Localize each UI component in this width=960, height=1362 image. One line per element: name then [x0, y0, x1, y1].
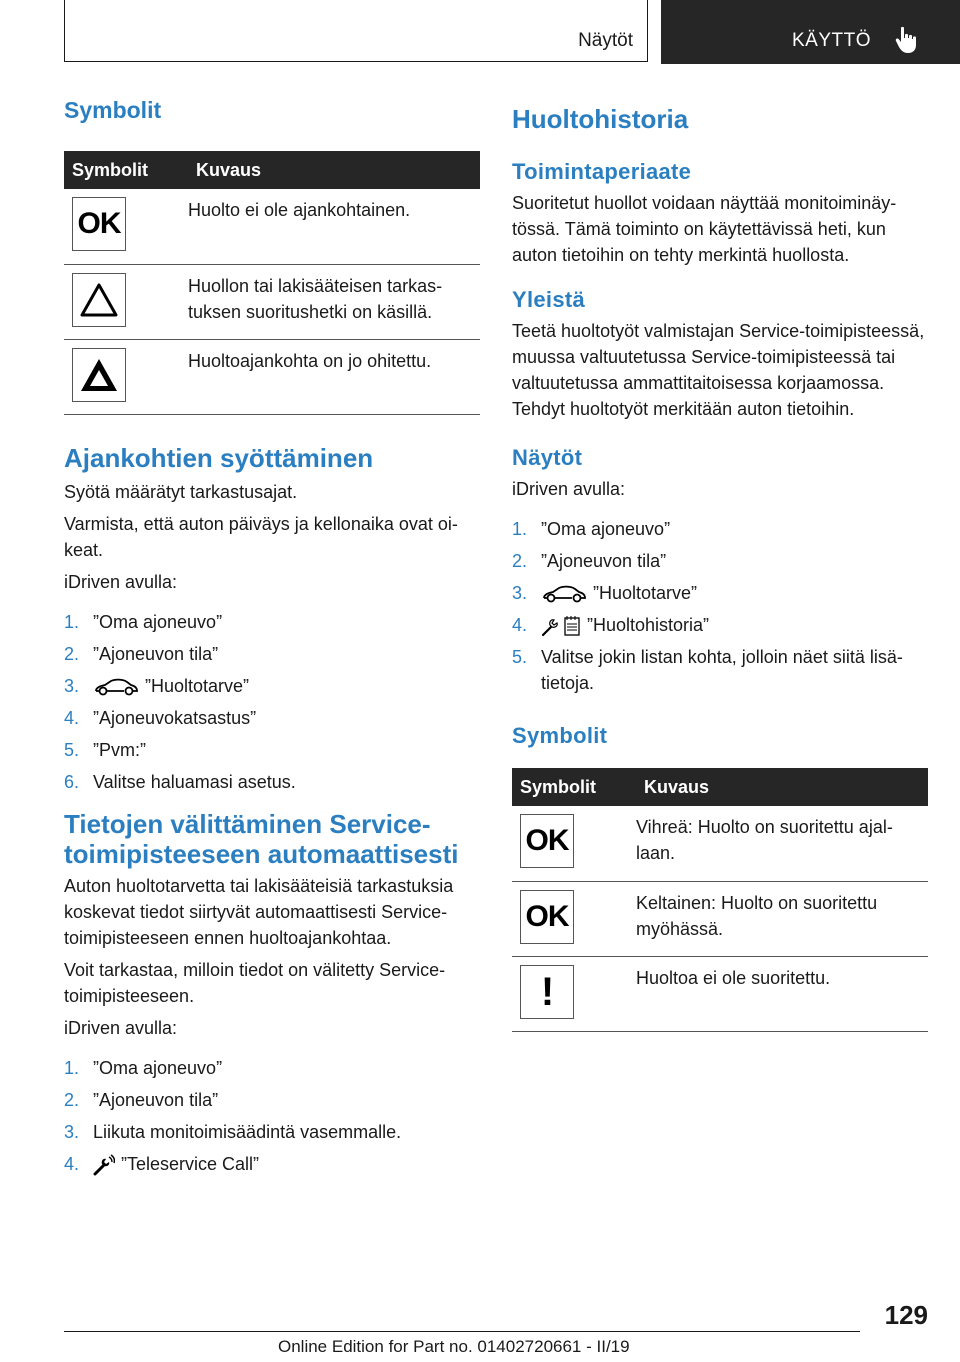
list-item: 1. ”Oma ajoneuvo” — [512, 519, 671, 539]
list-item: 2. ”Ajoneuvon tila” — [64, 643, 219, 664]
displays-heading: Näytöt — [512, 445, 583, 470]
list-item: 4. ”Huoltohistoria” — [512, 612, 928, 638]
header-section-tab — [64, 0, 648, 62]
service-history-icon — [541, 615, 581, 637]
warning-triangle-outline-icon — [72, 273, 126, 327]
list-item: 3. Liikuta monitoimisäädintä vasemmalle. — [64, 1121, 402, 1142]
list-item: 1. ”Oma ajoneuvo” — [64, 1057, 223, 1078]
dates-paragraph-2: Varmista, että auton päiväys ja kellonaika ovat oikeat. — [64, 513, 458, 560]
list-item: 5. ”Pvm:” — [64, 739, 146, 760]
list-item: 3. ”Huoltotarve” — [64, 675, 250, 696]
list-item: 6. Valitse haluamasi asetus. — [64, 771, 296, 792]
dates-paragraph-3: iDriven avulla: — [64, 571, 178, 592]
online-edition-note: Online Edition for Part no. 01402720661 - II/19 — [278, 1337, 630, 1356]
table-header-symbol: Symbolit — [512, 768, 636, 806]
ok-green-icon: OK — [520, 814, 574, 868]
transfer-paragraph-2: Voit tarkastaa, milloin tiedot on välitetty Service-toimipisteeseen. — [64, 959, 446, 1006]
left-column — [64, 96, 480, 1183]
history-heading: Huoltohistoria — [512, 104, 689, 134]
dates-steps-list — [64, 609, 480, 795]
exclamation-icon: ! — [520, 965, 574, 1019]
ok-icon: OK — [72, 197, 126, 251]
symbol-description: Huollon tai lakisääteisen tarkastuksen suoritushetki on käsillä. — [188, 264, 480, 339]
transfer-heading: Tietojen välittäminen Service-toimipisteeseen automaattisesti — [64, 808, 459, 869]
table-header-description: Kuvaus — [636, 768, 928, 806]
list-item: 3. ”Huoltotarve” — [512, 583, 698, 603]
list-item: 4. ”Ajoneuvokatsastus” — [64, 707, 257, 728]
general-heading: Yleistä — [512, 287, 586, 312]
table-row — [64, 189, 480, 264]
table-header-symbol: Symbolit — [64, 151, 188, 189]
header-chapter-label: KÄYTTÖ — [792, 30, 872, 51]
warning-triangle-filled-icon — [72, 348, 126, 402]
symbol-description: Vihreä: Huolto on suoritettu ajallaan. — [636, 806, 928, 881]
table-row — [64, 264, 480, 339]
principle-paragraph: Suoritetut huollot voidaan näyttää monitoiminäytössä. Tämä toiminto on käytettävissä heti, kun auton tietoihin on tehty merkintä huollosta. — [512, 193, 897, 265]
symbol-description: Huoltoajankohta on jo ohitettu. — [188, 339, 480, 414]
page-number: 129 — [884, 1300, 928, 1330]
symbols-heading: Symbolit — [64, 97, 162, 123]
table-row — [512, 956, 928, 1031]
header-section-label: Näytöt — [578, 30, 633, 51]
transfer-steps-list — [64, 1055, 480, 1177]
dates-paragraph-1: Syötä määrätyt tarkastusajat. — [64, 481, 298, 502]
list-item: 4. ”Teleservice Call” — [64, 1151, 480, 1177]
right-column — [512, 96, 928, 1032]
transfer-paragraph-3: iDriven avulla: — [64, 1017, 178, 1038]
symbol-description: Keltainen: Huolto on suoritettu myöhässä. — [636, 881, 928, 956]
list-item: 2. ”Ajoneuvon tila” — [512, 551, 667, 571]
list-item: 5. Valitse jokin listan kohta, jolloin näet siitä lisätietoja. — [512, 647, 903, 693]
table-row — [512, 881, 928, 956]
footer-divider — [64, 1331, 860, 1332]
symbol-description: Huolto ei ole ajankohtainen. — [188, 189, 480, 264]
ok-yellow-icon: OK — [520, 890, 574, 944]
table-header-description: Kuvaus — [188, 151, 480, 189]
principle-heading: Toimintaperiaate — [512, 159, 692, 184]
symbols-heading-right: Symbolit — [512, 723, 608, 748]
symbols-table — [64, 151, 480, 415]
displays-paragraph: iDriven avulla: — [512, 479, 626, 499]
table-row — [512, 806, 928, 881]
header-chapter-tab — [661, 0, 960, 64]
transfer-paragraph-1: Auton huoltotarvetta tai lakisääteisiä tarkastuksia koskevat tiedot siirtyvät automaattisesti Service-toimipisteeseen ennen huoltoajankohtaa. — [64, 875, 454, 948]
displays-steps-list — [512, 516, 928, 696]
table-row — [64, 339, 480, 414]
symbol-description: Huoltoa ei ole suoritettu. — [636, 956, 928, 1031]
pointing-hand-icon — [895, 26, 921, 54]
car-icon — [93, 677, 139, 697]
car-icon — [541, 584, 587, 604]
general-paragraph: Teetä huoltotyöt valmistajan Service-toimipisteessä, muussa valtuutetussa Service-toimipisteessä tai valtuutetussa ammattitaitoisessa korjaamossa. Tehdyt huoltotyöt merkitään auton tietoihin. — [512, 321, 925, 419]
list-item: 2. ”Ajoneuvon tila” — [64, 1089, 219, 1110]
list-item: 1. ”Oma ajoneuvo” — [64, 611, 223, 632]
dates-heading: Ajankohtien syöttäminen — [64, 442, 374, 473]
teleservice-wrench-icon — [93, 1154, 115, 1176]
service-history-symbols-table — [512, 768, 928, 1032]
